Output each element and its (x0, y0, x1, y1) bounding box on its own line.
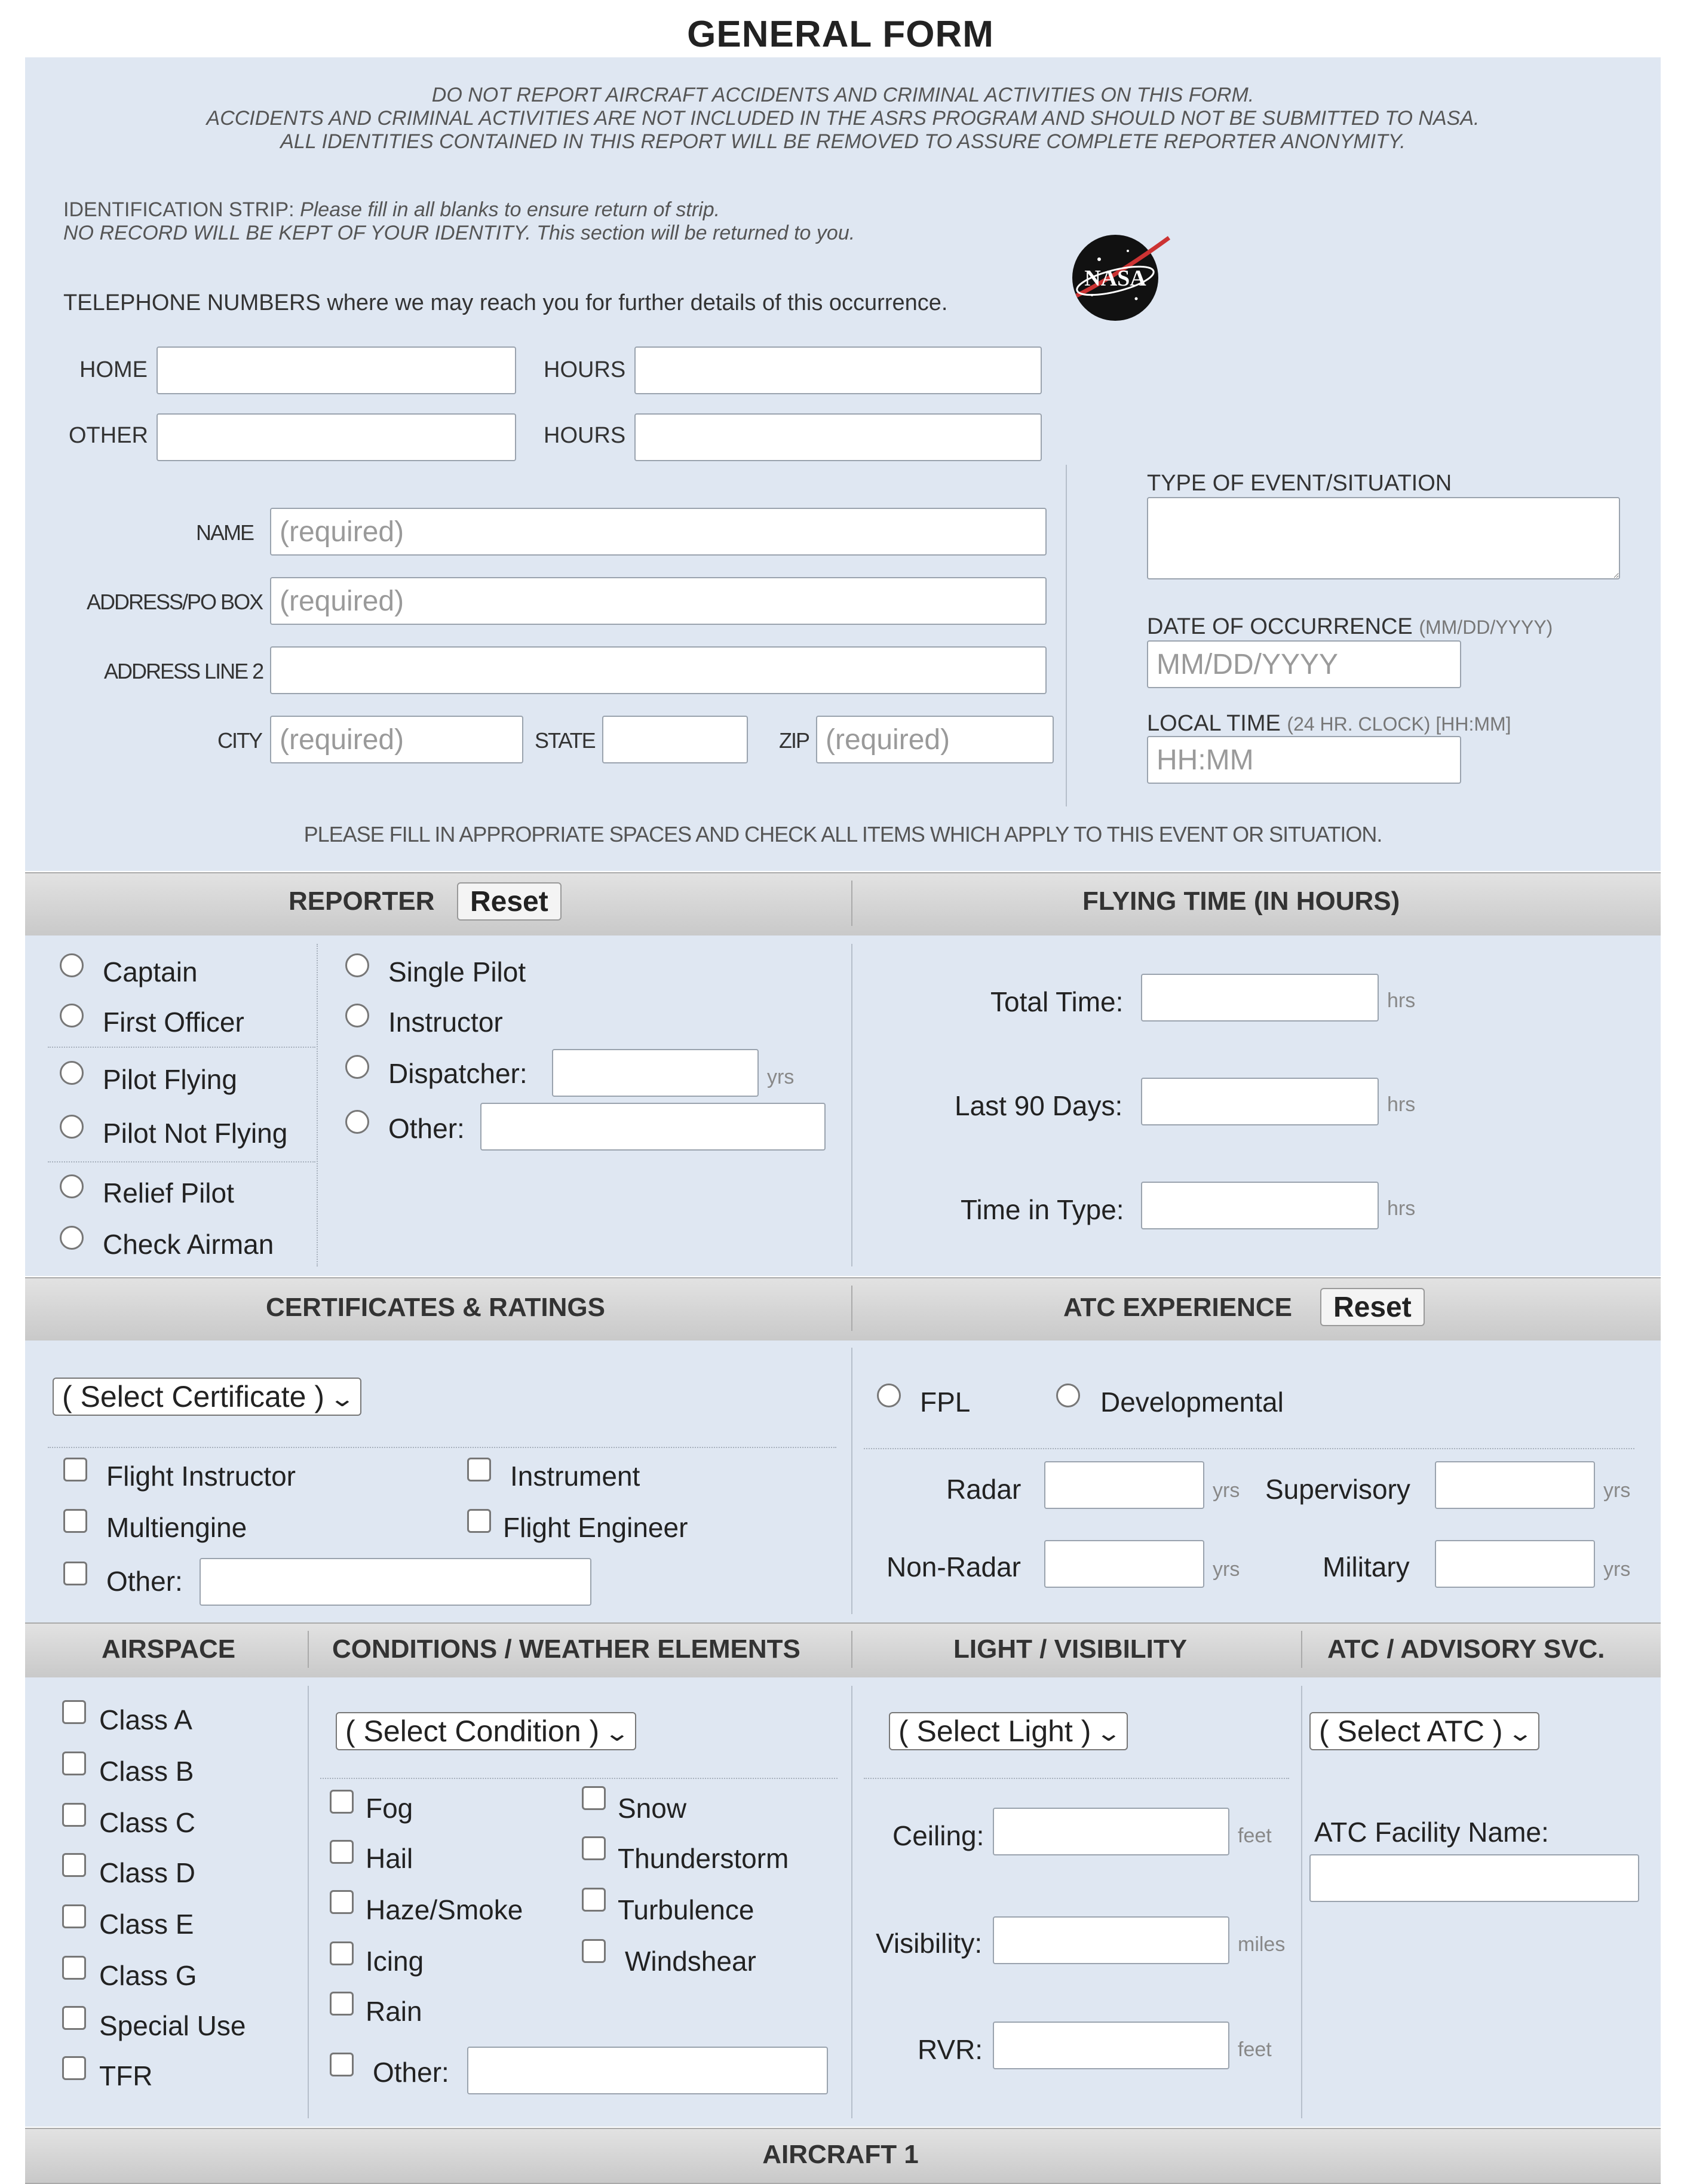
rain-checkbox[interactable] (330, 1992, 354, 2016)
bar-divider-5 (1301, 1631, 1302, 1668)
bar-divider-2 (851, 1286, 852, 1331)
ceiling-input[interactable] (993, 1808, 1229, 1855)
address-input[interactable] (270, 577, 1047, 625)
snow-label: Snow (618, 1793, 687, 1824)
home-hours-input[interactable] (634, 346, 1042, 394)
instructor-label: Instructor (388, 1007, 503, 1038)
icing-checkbox[interactable] (330, 1941, 354, 1965)
name-label: NAME (196, 520, 254, 545)
special-use-label: Special Use (99, 2010, 246, 2041)
state-label: STATE (535, 728, 595, 753)
windshear-label: Windshear (625, 1946, 756, 1977)
certificates-atc-divider (851, 1348, 852, 1614)
reporter-other-radio[interactable] (345, 1110, 369, 1134)
date-hint: (MM/DD/YYYY) (1419, 616, 1553, 638)
atc-facility-label: ATC Facility Name: (1314, 1817, 1549, 1848)
conditions-separator (320, 1778, 838, 1779)
class-g-checkbox[interactable] (62, 1956, 86, 1980)
fog-checkbox[interactable] (330, 1790, 354, 1814)
developmental-label: Developmental (1100, 1387, 1284, 1418)
condition-other-label: Other: (373, 2057, 449, 2088)
telephone-rest: where we may reach you for further details of this occurrence. (327, 290, 948, 315)
reporter-bar (25, 872, 1661, 937)
pilot-flying-label: Pilot Flying (103, 1064, 237, 1095)
atc-select-value: ( Select ATC ) (1319, 1714, 1503, 1748)
aircraft-title: AIRCRAFT 1 (762, 2140, 919, 2169)
other-hours-input[interactable] (634, 413, 1042, 461)
page-title: GENERAL FORM (687, 14, 994, 55)
condition-other-input[interactable] (467, 2047, 828, 2094)
relief-pilot-radio[interactable] (60, 1174, 84, 1198)
hours-label-1: HOURS (544, 357, 626, 382)
date-label (1147, 614, 1553, 640)
tfr-checkbox[interactable] (62, 2056, 86, 2080)
telephone-caps: TELEPHONE NUMBERS (63, 290, 321, 315)
special-use-checkbox[interactable] (62, 2006, 86, 2030)
fog-label: Fog (366, 1793, 413, 1824)
pilot-not-flying-radio[interactable] (60, 1115, 84, 1139)
rain-label: Rain (366, 1996, 422, 2027)
visibility-unit: miles (1238, 1933, 1286, 1956)
reporter-col-divider (317, 944, 318, 1266)
single-pilot-label: Single Pilot (388, 956, 526, 987)
bar-divider-4 (851, 1631, 852, 1668)
class-c-checkbox[interactable] (62, 1803, 86, 1827)
event-type-textarea[interactable] (1147, 497, 1620, 579)
identity-divider (1066, 465, 1067, 806)
local-time-label (1147, 711, 1511, 737)
id-strip-caps: NO RECORD WILL BE KEPT OF YOUR IDENTITY. (63, 222, 531, 244)
date-input[interactable] (1147, 640, 1461, 688)
conditions-light-divider (851, 1686, 852, 2118)
light-select-value: ( Select Light ) (898, 1714, 1091, 1748)
flight-engineer-checkbox[interactable] (467, 1509, 491, 1533)
nasa-logo (1070, 233, 1160, 323)
condition-select[interactable] (336, 1712, 636, 1750)
single-pilot-radio[interactable] (345, 953, 369, 977)
certificate-other-label: Other: (106, 1566, 183, 1597)
id-strip-rest: This section will be returned to you. (536, 222, 855, 244)
first-officer-radio[interactable] (60, 1004, 84, 1027)
windshear-checkbox[interactable] (582, 1939, 606, 1963)
airspace-title: AIRSPACE (102, 1634, 236, 1664)
class-e-label: Class E (99, 1909, 194, 1940)
event-type-label: TYPE OF EVENT/SITUATION (1147, 471, 1452, 496)
thunderstorm-checkbox[interactable] (582, 1836, 606, 1860)
atc-experience-separator (864, 1448, 1634, 1449)
first-officer-label: First Officer (103, 1007, 244, 1038)
id-strip-label: IDENTIFICATION STRIP: (63, 198, 295, 221)
class-d-label: Class D (99, 1857, 196, 1888)
atc-select[interactable] (1309, 1712, 1539, 1750)
check-airman-label: Check Airman (103, 1229, 274, 1260)
class-b-checkbox[interactable] (62, 1752, 86, 1775)
captain-label: Captain (103, 956, 198, 987)
rvr-unit: feet (1238, 2038, 1272, 2061)
tfr-label: TFR (99, 2060, 153, 2091)
haze-smoke-label: Haze/Smoke (366, 1894, 523, 1925)
non-radar-years-input[interactable] (1044, 1540, 1204, 1588)
reporter-separator-2 (48, 1161, 315, 1162)
visibility-label: Visibility: (876, 1928, 983, 1959)
local-time-input[interactable] (1147, 736, 1461, 784)
name-input[interactable] (270, 508, 1047, 556)
light-atc-divider (1301, 1686, 1302, 2118)
atc-experience-title: ATC EXPERIENCE (1063, 1293, 1293, 1322)
notice-line-2: ACCIDENTS AND CRIMINAL ACTIVITIES ARE NOT INCLUDED IN THE ASRS PROGRAM AND SHOULD NOT BE SUBMITTED TO NASA. (206, 107, 1480, 130)
city-label: CITY (217, 728, 262, 753)
last-90-days-unit: hrs (1387, 1093, 1416, 1116)
state-input[interactable] (602, 716, 748, 763)
non-radar-label: Non-Radar (886, 1551, 1021, 1582)
condition-select-value: ( Select Condition ) (345, 1714, 600, 1748)
turbulence-checkbox[interactable] (582, 1888, 606, 1912)
dispatcher-yrs-unit: yrs (767, 1066, 795, 1088)
certificate-other-checkbox[interactable] (63, 1562, 87, 1585)
bar-divider (851, 881, 852, 926)
class-a-checkbox[interactable] (62, 1700, 86, 1724)
instrument-checkbox[interactable] (467, 1458, 491, 1481)
atc-experience-reset-button[interactable]: Reset (1320, 1288, 1425, 1326)
chevron-down-icon: ⌄ (329, 1386, 356, 1412)
non-radar-yrs-unit: yrs (1213, 1558, 1240, 1581)
relief-pilot-label: Relief Pilot (103, 1177, 234, 1208)
ceiling-unit: feet (1238, 1824, 1272, 1847)
hail-checkbox[interactable] (330, 1840, 354, 1864)
date-label-text: DATE OF OCCURRENCE (1147, 614, 1413, 639)
time-hint: (24 HR. CLOCK) [HH:MM] (1287, 713, 1511, 735)
conditions-title: CONDITIONS / WEATHER ELEMENTS (332, 1634, 800, 1664)
other-phone-input[interactable] (157, 413, 516, 461)
certificate-select-value: ( Select Certificate ) (62, 1380, 325, 1413)
address-line2-input[interactable] (270, 646, 1047, 694)
instructions-text: PLEASE FILL IN APPROPRIATE SPACES AND CHECK ALL ITEMS WHICH APPLY TO THIS EVENT OR SITUATION. (303, 822, 1382, 846)
thunderstorm-label: Thunderstorm (618, 1843, 789, 1874)
supervisory-yrs-unit: yrs (1603, 1479, 1631, 1502)
light-separator (864, 1778, 1289, 1779)
last-90-days-input[interactable] (1141, 1078, 1379, 1125)
id-strip-text: Please fill in all blanks to ensure return of strip. (300, 198, 720, 221)
snow-checkbox[interactable] (582, 1786, 606, 1810)
home-label: HOME (79, 357, 148, 382)
certificates-title: CERTIFICATES & RATINGS (266, 1293, 605, 1322)
reporter-other-input[interactable] (480, 1103, 826, 1151)
radar-years-input[interactable] (1044, 1461, 1204, 1509)
rvr-input[interactable] (993, 2022, 1229, 2069)
class-b-label: Class B (99, 1756, 194, 1787)
multiengine-label: Multiengine (106, 1512, 247, 1543)
multiengine-checkbox[interactable] (63, 1509, 87, 1533)
last-90-days-label: Last 90 Days: (955, 1090, 1123, 1121)
instructor-radio[interactable] (345, 1004, 369, 1027)
identification-strip-text (63, 198, 855, 245)
time-in-type-input[interactable] (1141, 1182, 1379, 1229)
radar-label: Radar (946, 1474, 1022, 1505)
captain-radio[interactable] (60, 953, 84, 977)
flight-engineer-label: Flight Engineer (503, 1512, 688, 1543)
address-line2-label: ADDRESS LINE 2 (104, 659, 263, 683)
reporter-reset-button[interactable]: Reset (457, 882, 562, 921)
chevron-down-icon: ⌄ (1507, 1720, 1534, 1746)
notice-line-1: DO NOT REPORT AIRCRAFT ACCIDENTS AND CRIMINAL ACTIVITIES ON THIS FORM. (431, 84, 1254, 106)
military-yrs-unit: yrs (1603, 1558, 1631, 1581)
atc-advisory-title: ATC / ADVISORY SVC. (1327, 1634, 1605, 1664)
military-years-input[interactable] (1435, 1540, 1595, 1588)
pilot-not-flying-label: Pilot Not Flying (103, 1118, 288, 1149)
chevron-down-icon: ⌄ (603, 1720, 631, 1746)
class-a-label: Class A (99, 1704, 192, 1735)
time-in-type-label: Time in Type: (961, 1194, 1124, 1225)
atc-facility-input[interactable] (1309, 1854, 1639, 1902)
pilot-flying-radio[interactable] (60, 1061, 84, 1085)
class-d-checkbox[interactable] (62, 1853, 86, 1877)
other-label: OTHER (69, 423, 148, 448)
check-airman-radio[interactable] (60, 1226, 84, 1250)
fpl-label: FPL (920, 1387, 971, 1418)
ceiling-label: Ceiling: (892, 1820, 984, 1851)
dispatcher-radio[interactable] (345, 1055, 369, 1079)
turbulence-label: Turbulence (618, 1894, 754, 1925)
military-label: Military (1323, 1551, 1410, 1582)
certificate-other-input[interactable] (200, 1558, 591, 1606)
visibility-input[interactable] (993, 1916, 1229, 1964)
class-g-label: Class G (99, 1960, 197, 1991)
dispatcher-years-input[interactable] (552, 1049, 759, 1097)
flight-instructor-checkbox[interactable] (63, 1458, 87, 1481)
total-time-unit: hrs (1387, 989, 1416, 1012)
total-time-label: Total Time: (990, 986, 1124, 1017)
zip-input[interactable] (816, 716, 1054, 763)
haze-smoke-checkbox[interactable] (330, 1890, 354, 1914)
supervisory-label: Supervisory (1265, 1474, 1410, 1505)
city-input[interactable] (270, 716, 523, 763)
svg-text:NASA: NASA (1084, 266, 1146, 291)
light-visibility-title: LIGHT / VISIBILITY (953, 1634, 1188, 1664)
disclaimer-notice (25, 84, 1661, 154)
hours-label-2: HOURS (544, 423, 626, 448)
developmental-radio[interactable] (1056, 1384, 1080, 1407)
airspace-conditions-divider (308, 1686, 309, 2118)
hail-label: Hail (366, 1843, 413, 1874)
reporter-flying-divider (851, 944, 852, 1266)
time-in-type-unit: hrs (1387, 1197, 1416, 1220)
address-label: ADDRESS/PO BOX (87, 590, 263, 614)
notice-line-3: ALL IDENTITIES CONTAINED IN THIS REPORT WILL BE REMOVED TO ASSURE COMPLETE REPORTER ANONYMITY. (280, 130, 1406, 153)
condition-other-checkbox[interactable] (330, 2053, 354, 2076)
class-c-label: Class C (99, 1807, 196, 1838)
chevron-down-icon: ⌄ (1096, 1720, 1122, 1746)
rvr-label: RVR: (918, 2034, 983, 2065)
bar-divider-3 (308, 1631, 309, 1668)
reporter-other-label: Other: (388, 1113, 465, 1144)
dispatcher-label: Dispatcher: (388, 1058, 527, 1089)
total-time-input[interactable] (1141, 974, 1379, 1022)
reporter-separator-1 (48, 1047, 315, 1048)
certificates-separator (48, 1447, 836, 1448)
instrument-label: Instrument (510, 1461, 640, 1492)
zip-label: ZIP (779, 728, 809, 753)
reporter-panel (25, 935, 1661, 1276)
reporter-title: REPORTER (289, 887, 435, 916)
icing-label: Icing (366, 1946, 424, 1977)
fpl-radio[interactable] (877, 1384, 901, 1407)
home-phone-input[interactable] (157, 346, 516, 394)
time-label-text: LOCAL TIME (1147, 711, 1281, 736)
supervisory-years-input[interactable] (1435, 1461, 1595, 1509)
class-e-checkbox[interactable] (62, 1904, 86, 1928)
telephone-heading (63, 290, 947, 316)
certificate-select[interactable] (53, 1378, 361, 1416)
light-select[interactable] (889, 1712, 1128, 1750)
flight-instructor-label: Flight Instructor (106, 1461, 296, 1492)
flying-time-title: FLYING TIME (IN HOURS) (1082, 887, 1400, 916)
radar-yrs-unit: yrs (1213, 1479, 1240, 1502)
